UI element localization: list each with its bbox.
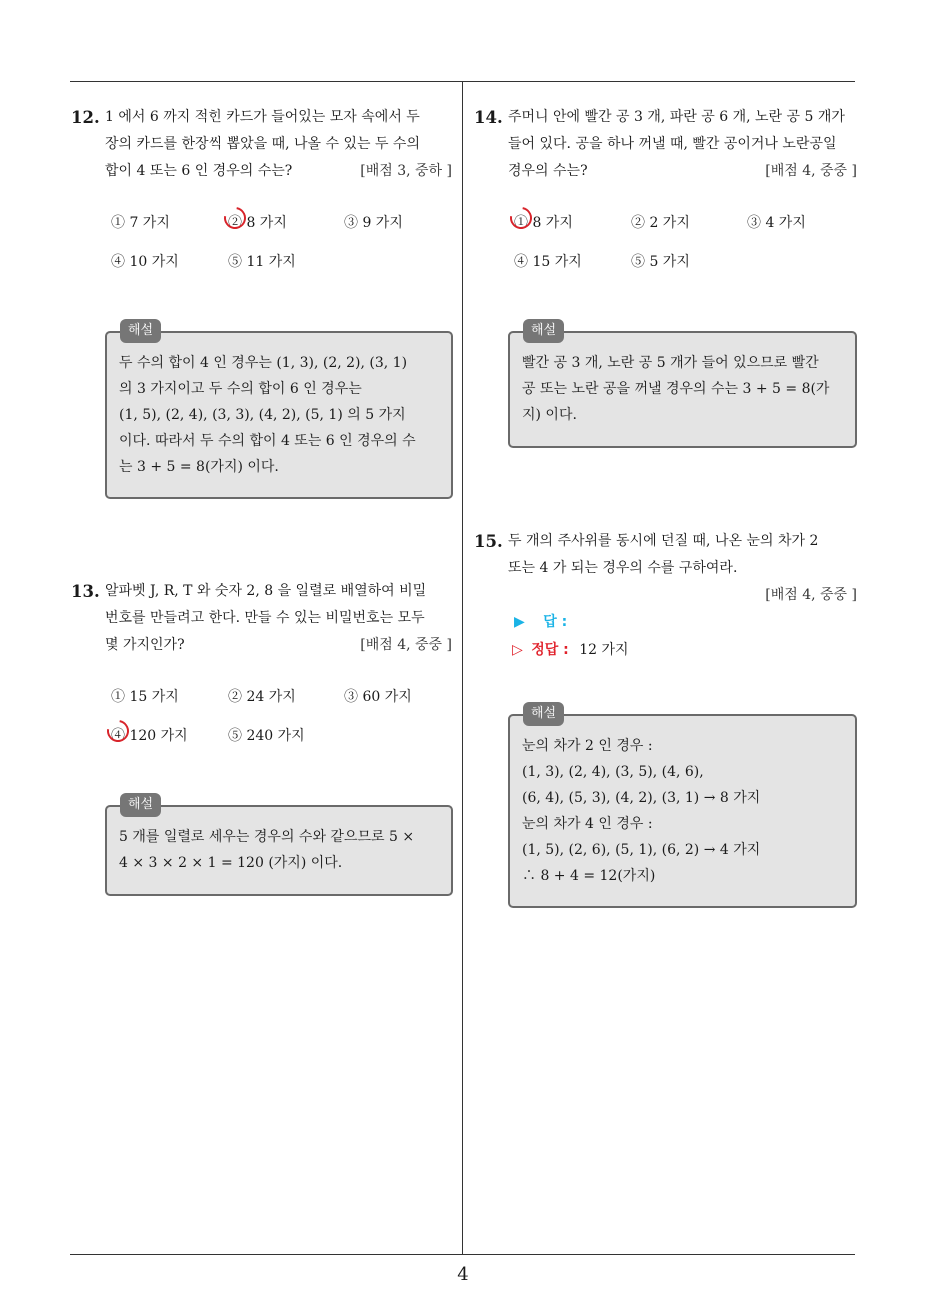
choice-1[interactable]: ① 8 가지 <box>514 212 573 232</box>
question-12 <box>71 104 452 185</box>
choice-5[interactable]: ⑤ 11 가지 <box>228 254 296 270</box>
choice-4[interactable]: ④ 120 가지 <box>111 725 188 745</box>
question-number: 12. <box>71 108 100 127</box>
bottom-rule <box>70 1254 855 1255</box>
choice-1[interactable]: ① 15 가지 <box>111 689 179 705</box>
question-text-line: 장의 카드를 한장씩 뽑았을 때, 나올 수 있는 두 수의 <box>105 136 420 152</box>
solution-tab: 해설 <box>523 702 564 726</box>
score-meta: [배점 4, 중중 ] <box>765 163 857 179</box>
choice-2[interactable]: ② 8 가지 <box>228 212 287 232</box>
score-meta: [배점 4, 중중 ] <box>765 587 857 603</box>
answer-row <box>514 611 567 631</box>
question-text-line: 주머니 안에 빨간 공 3 개, 파란 공 6 개, 노란 공 5 개가 <box>508 109 845 125</box>
solution-box-14 <box>508 323 857 448</box>
score-meta: [배점 4, 중중 ] <box>360 637 452 653</box>
choice-3[interactable]: ③ 9 가지 <box>344 215 403 231</box>
question-number: 14. <box>474 108 503 127</box>
outline-triangle-icon: ▷ <box>512 642 523 658</box>
solution-line: ∴ 8 + 4 = 12(가지) <box>522 868 656 884</box>
solution-box-15 <box>508 706 857 908</box>
correct-answer-value: 12 가지 <box>579 642 629 658</box>
question-text-line: 알파벳 J, R, T 와 숫자 2, 8 을 일렬로 배열하여 비밀 <box>105 583 427 599</box>
question-text-line: 두 개의 주사위를 동시에 던질 때, 나온 눈의 차가 2 <box>508 533 819 549</box>
page-number: 4 <box>457 1264 469 1285</box>
answer-label: 답 : <box>543 614 568 630</box>
question-number: 15. <box>474 532 503 551</box>
solution-line: 두 수의 합이 4 인 경우는 (1, 3), (2, 2), (3, 1) <box>119 355 408 371</box>
solution-box-13 <box>105 797 453 896</box>
play-triangle-icon: ▶ <box>514 614 525 630</box>
choice-3[interactable]: ③ 4 가지 <box>747 215 806 231</box>
column-divider <box>462 82 463 1254</box>
solution-line: (1, 5), (2, 6), (5, 1), (6, 2) → 4 가지 <box>522 842 761 858</box>
solution-tab: 해설 <box>120 793 161 817</box>
solution-line: 이다. 따라서 두 수의 합이 4 또는 6 인 경우의 수 <box>119 433 416 449</box>
question-text-line: 1 에서 6 까지 적힌 카드가 들어있는 모자 속에서 두 <box>105 109 420 125</box>
choice-1[interactable]: ① 7 가지 <box>111 215 170 231</box>
correct-answer-row <box>512 639 629 659</box>
score-meta: [배점 3, 중하 ] <box>360 163 452 179</box>
solution-line: (1, 5), (2, 4), (3, 3), (4, 2), (5, 1) 의 5 가지 <box>119 407 406 423</box>
solution-line: 지) 이다. <box>522 407 577 423</box>
solution-tab: 해설 <box>523 319 564 343</box>
question-text-line: 몇 가지인가? <box>105 637 185 653</box>
question-text-line: 합이 4 또는 6 인 경우의 수는? <box>105 163 293 179</box>
question-text-line: 번호를 만들려고 한다. 만들 수 있는 비밀번호는 모두 <box>105 610 425 626</box>
question-text-line: 들어 있다. 공을 하나 꺼낼 때, 빨간 공이거나 노란공일 <box>508 136 837 152</box>
solution-tab: 해설 <box>120 319 161 343</box>
choice-2[interactable]: ② 2 가지 <box>631 215 690 231</box>
choice-5[interactable]: ⑤ 240 가지 <box>228 728 305 744</box>
question-number: 13. <box>71 582 100 601</box>
solution-line: 의 3 가지이고 두 수의 합이 6 인 경우는 <box>119 381 362 397</box>
question-text-line: 경우의 수는? <box>508 163 588 179</box>
solution-line: 눈의 차가 2 인 경우 : <box>522 738 653 754</box>
solution-line: 5 개를 일렬로 세우는 경우의 수와 같으므로 5 × <box>119 829 415 845</box>
solution-line: 빨간 공 3 개, 노란 공 5 개가 들어 있으므로 빨간 <box>522 355 819 371</box>
solution-line: (6, 4), (5, 3), (4, 2), (3, 1) → 8 가지 <box>522 790 761 806</box>
solution-line: 공 또는 노란 공을 꺼낼 경우의 수는 3 + 5 = 8(가 <box>522 381 830 397</box>
solution-line: (1, 3), (2, 4), (3, 5), (4, 6), <box>522 764 704 780</box>
choice-2[interactable]: ② 24 가지 <box>228 689 296 705</box>
solution-line: 4 × 3 × 2 × 1 = 120 (가지) 이다. <box>119 855 343 871</box>
question-text-line: 또는 4 가 되는 경우의 수를 구하여라. <box>508 560 738 576</box>
solution-line: 눈의 차가 4 인 경우 : <box>522 816 653 832</box>
choice-4[interactable]: ④ 10 가지 <box>111 254 179 270</box>
choice-4[interactable]: ④ 15 가지 <box>514 254 582 270</box>
solution-box-12 <box>105 323 453 499</box>
choice-5[interactable]: ⑤ 5 가지 <box>631 254 690 270</box>
question-15 <box>474 528 857 609</box>
solution-line: 는 3 + 5 = 8(가지) 이다. <box>119 459 279 475</box>
question-14 <box>474 104 857 185</box>
choice-3[interactable]: ③ 60 가지 <box>344 689 412 705</box>
correct-answer-label: 정답 : <box>531 642 569 658</box>
question-13 <box>71 578 452 659</box>
